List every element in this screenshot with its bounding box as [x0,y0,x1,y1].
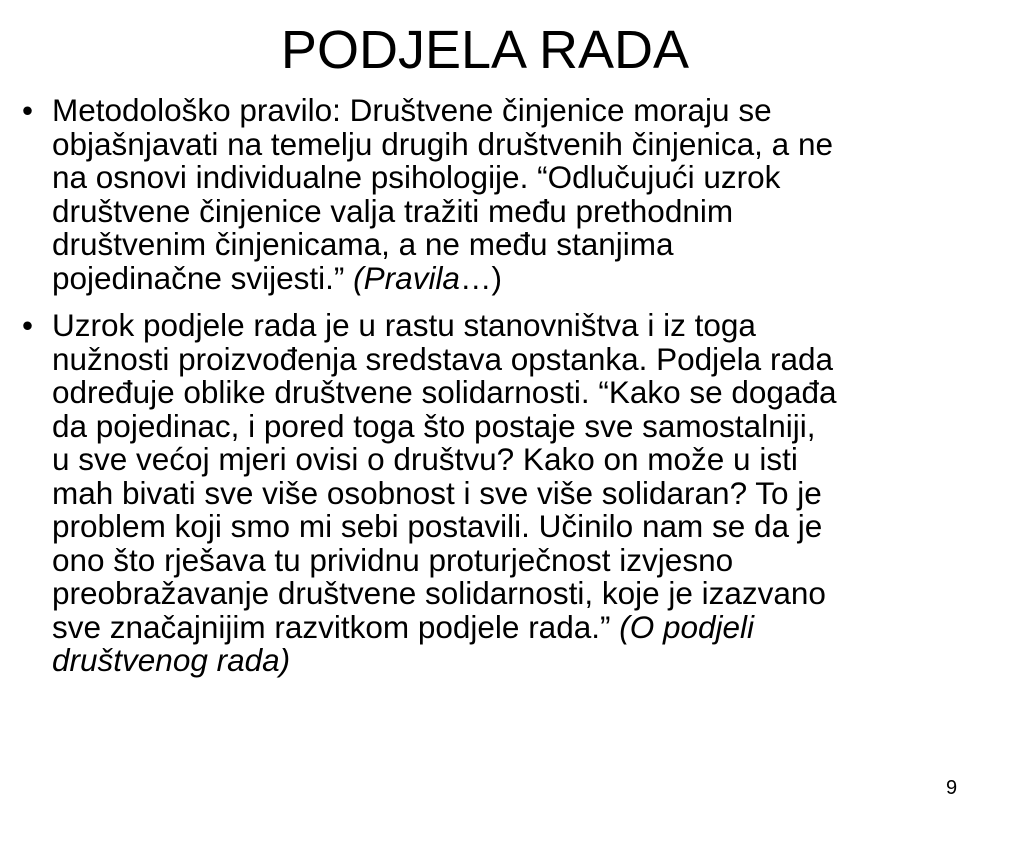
text-line: na osnovi individualne psihologije. “Odlučujući uzrok [52,159,781,195]
slide-title: PODJELA RADA [280,20,690,80]
text-line: preobražavanje društvene solidarnosti, koje je izazvano [52,575,826,611]
text-line: određuje oblike društvene solidarnosti. “Kako se događa [52,374,837,410]
text-line: da pojedinac, i pored toga što postaje sve samostalniji, [52,407,816,444]
bullet-item-methodological-rule [22,94,1020,295]
bullet-item-division-of-labour [22,309,1020,678]
source-title: (O podjeli [619,608,755,645]
text-line-with-source [52,608,1020,645]
source-close: …) [459,259,502,296]
text-line: mah bivati sve više osobnost i sve više solidaran? To je [52,474,822,511]
page-number: 9 [946,777,958,799]
bullet-list [22,94,1020,692]
text-line: Uzrok podjele rada je u rastu stanovništva i iz toga [52,307,756,343]
text-line: društvene činjenice valja tražiti među prethodnim [52,192,734,229]
text-line: ono što rješava tu prividnu proturječnost izvjesno [52,541,734,578]
text-line: nužnosti proizvođenja sredstava opstanka. Podjela rada [52,340,833,377]
text-segment: pojedinačne svijesti.” [52,259,354,296]
text-line: Metodološko pravilo: Društvene činjenice moraju se [52,92,772,128]
text-line: objašnjavati na temelju drugih društvenih činjenica, a ne [52,125,833,162]
source-title: Pravila [363,259,460,296]
text-segment: sve značajnijim razvitkom podjele rada.” [52,608,620,645]
bullet-dot-icon: • [22,92,34,128]
text-line: problem koji smo mi sebi postavili. Učinilo nam se da je [52,508,823,544]
bullet-dot-icon: • [22,307,34,343]
source-title-continued: društvenog rada) [52,642,291,678]
source-open: ( [353,259,364,296]
text-line: društvenim činjenicama, a ne među stanjima [52,226,674,262]
text-line: u sve većoj mjeri ovisi o društvu? Kako on može u isti [52,441,798,477]
text-line-with-source [52,259,1020,296]
